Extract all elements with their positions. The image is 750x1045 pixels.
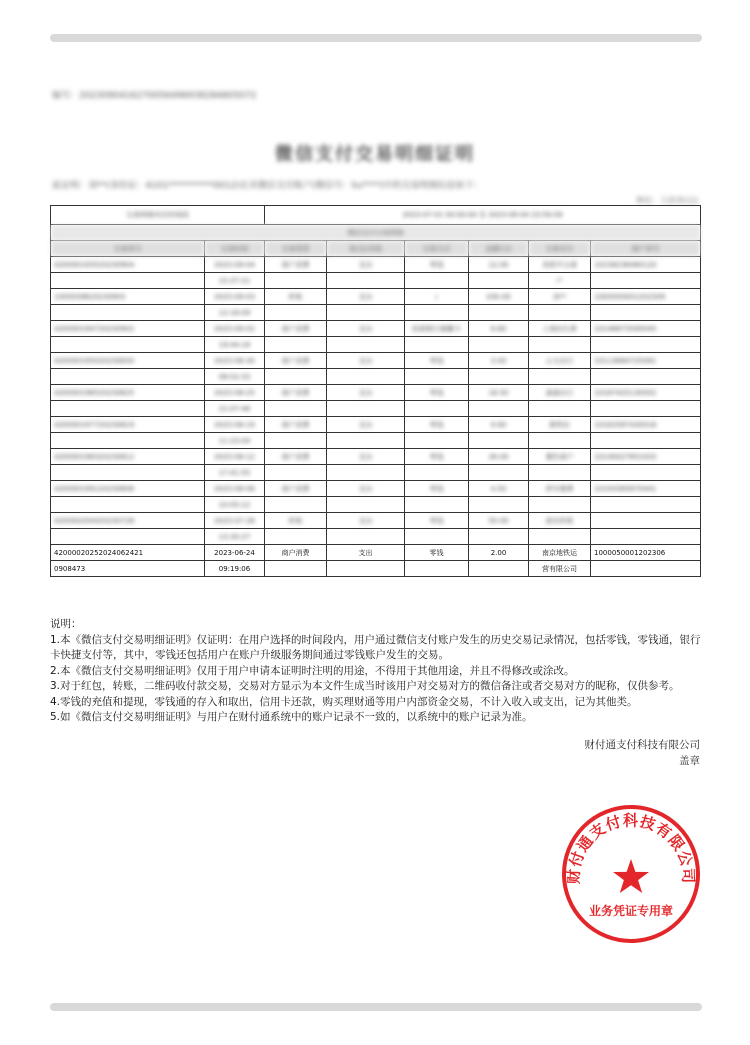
table-cell (405, 433, 469, 449)
table-row (51, 449, 701, 465)
table-cell: 朋友转账 (529, 513, 591, 529)
column-header: 收/支/其他 (327, 241, 405, 257)
table-cell (469, 305, 529, 321)
seal-bottom-text: 业务凭证专用章 (588, 904, 674, 918)
note-item-1: 1.本《微信支付交易明细证明》仅证明：在用户选择的时间段内，用户通过微信支付账户发生的历史交易记录情况，包括零钱，零钱通，银行卡快捷支付等，其中，零钱还包括用户在账户升级服务期间通过零钱账户发生的交易。 (50, 633, 701, 661)
table-row (51, 417, 701, 433)
table-cell: 零钱 (405, 449, 469, 465)
table-cell (51, 497, 205, 513)
table-cell (327, 465, 405, 481)
official-seal-stamp (560, 803, 702, 945)
table-cell (51, 337, 205, 353)
table-cell: 支出 (327, 513, 405, 529)
table-cell: 刘** (529, 289, 591, 305)
table-cell: 3.00 (469, 353, 529, 369)
table-cell (469, 561, 529, 577)
column-header: 金额(元) (469, 241, 529, 257)
table-cell: 42000020252024062421 (51, 545, 205, 561)
table-cell: 商户消费 (265, 321, 327, 337)
table-cell (591, 305, 701, 321)
table-row (51, 257, 701, 273)
bottom-page-rule (50, 1003, 702, 1011)
time-range-value: 2023-07-01 00:00:00 至 2023-09-04 23:59:59 (265, 206, 701, 225)
table-cell: 10187425130002 (591, 385, 701, 401)
table-cell: 15:37:21 (205, 273, 265, 289)
time-range-row (51, 206, 701, 225)
table-cell (265, 305, 327, 321)
table-cell: 商户消费 (265, 417, 327, 433)
table-cell (591, 529, 701, 545)
currency-unit-note: 单位：人民币(元) (635, 196, 698, 205)
table-cell (469, 337, 529, 353)
note-item-2: 2.本《微信支付交易明细证明》仅用于用户申请本证明时注明的用途，不得用于其他用途，并且不得修改或涂改。 (50, 664, 575, 677)
table-cell (529, 497, 591, 513)
table-cell (51, 401, 205, 417)
table-cell: 零钱 (405, 513, 469, 529)
table-cell: 420000193520230904 (51, 257, 205, 273)
table-row-continuation (51, 561, 701, 577)
table-cell (51, 369, 205, 385)
table-cell (405, 465, 469, 481)
note-item-4: 4.零钱的充值和提现，零钱通的存入和取出，信用卡还款，购买理财通等用户内部资金交易，不计入收入或支出，记为其他类。 (50, 695, 638, 708)
table-row-continuation (51, 497, 701, 513)
table-cell: 支出 (327, 545, 405, 561)
table-row-continuation (51, 529, 701, 545)
table-cell (327, 305, 405, 321)
table-cell (51, 433, 205, 449)
table-cell (327, 561, 405, 577)
table-cell (529, 529, 591, 545)
table-row-continuation (51, 273, 701, 289)
table-cell (405, 369, 469, 385)
table-cell (327, 529, 405, 545)
table-cell (469, 401, 529, 417)
table-cell: 10140027651933 (591, 449, 701, 465)
table-cell: 支出 (327, 449, 405, 465)
table-cell: 支出 (327, 353, 405, 369)
account-statement-line: 兹证明：刘**(身份证：4101**********0012)在其微信支付账户(微信号：liu****)中的交易明细信息如下： (52, 181, 483, 191)
table-cell: 公交出行 (529, 353, 591, 369)
table-cell: 商户消费 (265, 545, 327, 561)
table-cell: 26.00 (469, 449, 529, 465)
table-cell: 商户消费 (265, 353, 327, 369)
table-cell: 2023-09-04 (205, 257, 265, 273)
table-cell: 零钱 (405, 385, 469, 401)
table-cell (51, 465, 205, 481)
table-cell (405, 561, 469, 577)
table-cell: 零钱 (405, 481, 469, 497)
table-cell (265, 433, 327, 449)
table-cell (591, 369, 701, 385)
section-row (51, 225, 701, 241)
document-title: 微信支付交易明细证明 (275, 144, 475, 165)
table-cell (265, 497, 327, 513)
table-cell: 10158236480120 (591, 257, 701, 273)
table-cell (469, 529, 529, 545)
table-cell: 19:44:18 (205, 337, 265, 353)
table-cell (405, 529, 469, 545)
table-cell: 10113684725061 (591, 353, 701, 369)
seal-label: 盖章 (679, 755, 700, 767)
table-row (51, 321, 701, 337)
table-cell (265, 561, 327, 577)
table-cell: 12:16:09 (205, 305, 265, 321)
table-cell: 420000194720230902 (51, 321, 205, 337)
table-cell: 转账 (265, 289, 327, 305)
table-cell: 10146873590045 (591, 321, 701, 337)
table-cell (591, 337, 701, 353)
table-cell: 4.50 (469, 481, 529, 497)
table-cell: 零钱 (405, 545, 469, 561)
table-cell (265, 337, 327, 353)
table-cell: 商户消费 (265, 385, 327, 401)
note-item-5: 5.如《微信支付交易明细证明》与用户在财付通系统中的账户记录不一致的，以系统中的账户记录为准。 (50, 711, 533, 723)
table-cell: 支出 (327, 289, 405, 305)
table-cell (327, 337, 405, 353)
table-cell: 支出 (327, 257, 405, 273)
table-cell: 零钱 (405, 417, 469, 433)
table-row (51, 353, 701, 369)
table-row (51, 289, 701, 305)
table-cell: 420000197720230819 (51, 417, 205, 433)
table-cell: 招商银行储蓄卡 (405, 321, 469, 337)
table-cell: 17:41:55 (205, 465, 265, 481)
issuer-company: 财付通支付科技有限公司 (584, 739, 700, 751)
table-cell: 支出 (327, 385, 405, 401)
table-cell (529, 337, 591, 353)
table-cell (265, 529, 327, 545)
table-cell (265, 369, 327, 385)
table-cell: 户 (529, 273, 591, 289)
table-cell: 11:23:04 (205, 433, 265, 449)
transaction-table (50, 205, 701, 577)
table-cell: 上海拉扎斯 (529, 321, 591, 337)
table-cell: 2.00 (469, 545, 529, 561)
table-cell (469, 433, 529, 449)
table-row (51, 385, 701, 401)
table-cell: 支出 (327, 321, 405, 337)
table-cell: 零钱 (405, 353, 469, 369)
table-cell: 13:30:27 (205, 529, 265, 545)
table-cell: 1000050001202309 (591, 289, 701, 305)
table-cell: 420000200420230728 (51, 513, 205, 529)
column-header: 交易对方 (529, 241, 591, 257)
table-cell (529, 305, 591, 321)
table-cell: 滴滴出行 (529, 385, 591, 401)
table-cell (469, 369, 529, 385)
table-cell: 08:52:33 (205, 369, 265, 385)
table-cell (405, 305, 469, 321)
table-row-continuation (51, 401, 701, 417)
column-header: 商户单号 (591, 241, 701, 257)
table-cell: 商户消费 (265, 449, 327, 465)
table-cell: 09:19:06 (205, 561, 265, 577)
table-cell (51, 273, 205, 289)
table-cell: 420000195020230830 (51, 353, 205, 369)
table-cell (265, 273, 327, 289)
table-cell (327, 401, 405, 417)
table-cell: 1000039620230903 (51, 289, 205, 305)
table-cell (591, 273, 701, 289)
table-cell (591, 561, 701, 577)
table-cell (469, 465, 529, 481)
seal-star-icon (613, 859, 649, 893)
table-cell: 南京地铁运 (529, 545, 591, 561)
column-header-row (51, 241, 701, 257)
table-cell: 美团平台商 (529, 257, 591, 273)
table-row (51, 513, 701, 529)
table-row-continuation (51, 465, 701, 481)
table-row-continuation (51, 369, 701, 385)
table-cell: 停车缴费 (529, 481, 591, 497)
table-row (51, 545, 701, 561)
table-cell: / (405, 289, 469, 305)
table-cell (591, 497, 701, 513)
table-cell (529, 465, 591, 481)
table-cell (591, 433, 701, 449)
table-cell (591, 465, 701, 481)
table-cell (405, 401, 469, 417)
table-row-continuation (51, 337, 701, 353)
time-range-label: 交易明细对应时间段 (51, 206, 265, 225)
table-cell: 转账 (265, 513, 327, 529)
column-header: 交易单号 (51, 241, 205, 257)
table-cell (327, 369, 405, 385)
table-cell (265, 465, 327, 481)
notes-heading: 说明： (50, 618, 82, 630)
table-cell: 支出 (327, 417, 405, 433)
table-cell: 420000198320230812 (51, 449, 205, 465)
table-cell: 420000199120230806 (51, 481, 205, 497)
table-cell: 10:05:12 (205, 497, 265, 513)
section-label: 微信支付交易明细 (51, 225, 701, 241)
notes-section (50, 617, 702, 726)
table-cell: 9.90 (469, 417, 529, 433)
table-cell: 2023-09-02 (205, 321, 265, 337)
top-page-rule (50, 34, 702, 42)
table-cell: 200.00 (469, 289, 529, 305)
table-cell: 2023-07-28 (205, 513, 265, 529)
table-cell: 餐饮商户 (529, 449, 591, 465)
table-cell (327, 497, 405, 513)
table-row (51, 481, 701, 497)
column-header: 交易类型 (265, 241, 327, 257)
table-cell: 420000196520230825 (51, 385, 205, 401)
table-cell: 18.50 (469, 385, 529, 401)
table-cell (591, 513, 701, 529)
table-row-continuation (51, 305, 701, 321)
table-cell: 支出 (327, 481, 405, 497)
column-header: 交易方式 (405, 241, 469, 257)
document-number: 编号：2023090416270056496938284805072 (52, 91, 257, 101)
table-cell (529, 401, 591, 417)
column-header: 交易时间 (205, 241, 265, 257)
table-cell: 商户消费 (265, 257, 327, 273)
table-cell: 营有限公司 (529, 561, 591, 577)
note-item-3: 3.对于红包，转账，二维码收付款交易，交易对方显示为本文件生成当时该用户对交易对方的微信备注或者交易对方的昵称，仅供参考。 (50, 680, 680, 692)
table-row-continuation (51, 433, 701, 449)
table-cell: 6.80 (469, 321, 529, 337)
table-cell (265, 401, 327, 417)
table-cell (327, 433, 405, 449)
table-cell (51, 529, 205, 545)
table-cell (469, 273, 529, 289)
table-cell (529, 369, 591, 385)
table-cell: 2023-06-24 (205, 545, 265, 561)
table-cell: 1000050001202306 (591, 545, 701, 561)
table-cell: 10193365870441 (591, 481, 701, 497)
table-cell (51, 305, 205, 321)
table-cell: 2023-09-03 (205, 289, 265, 305)
table-cell: 便利店 (529, 417, 591, 433)
table-cell (405, 497, 469, 513)
table-cell: 50.00 (469, 513, 529, 529)
table-cell: 2023-08-19 (205, 417, 265, 433)
table-cell: 0908473 (51, 561, 205, 577)
table-cell: 2023-08-30 (205, 353, 265, 369)
table-cell: 2023-08-25 (205, 385, 265, 401)
table-cell (469, 497, 529, 513)
table-cell (591, 401, 701, 417)
table-cell (529, 433, 591, 449)
table-cell: 2023-08-06 (205, 481, 265, 497)
table-cell: 12.00 (469, 257, 529, 273)
table-cell (405, 273, 469, 289)
table-cell: 零钱 (405, 257, 469, 273)
table-cell (405, 337, 469, 353)
table-cell: 2023-08-12 (205, 449, 265, 465)
table-cell: 21:07:46 (205, 401, 265, 417)
table-cell: 商户消费 (265, 481, 327, 497)
seal-ring-text: 财付通支付科技有限公司 (564, 811, 698, 885)
table-cell: 10162587430018 (591, 417, 701, 433)
transaction-rows (51, 257, 701, 577)
table-cell (327, 273, 405, 289)
